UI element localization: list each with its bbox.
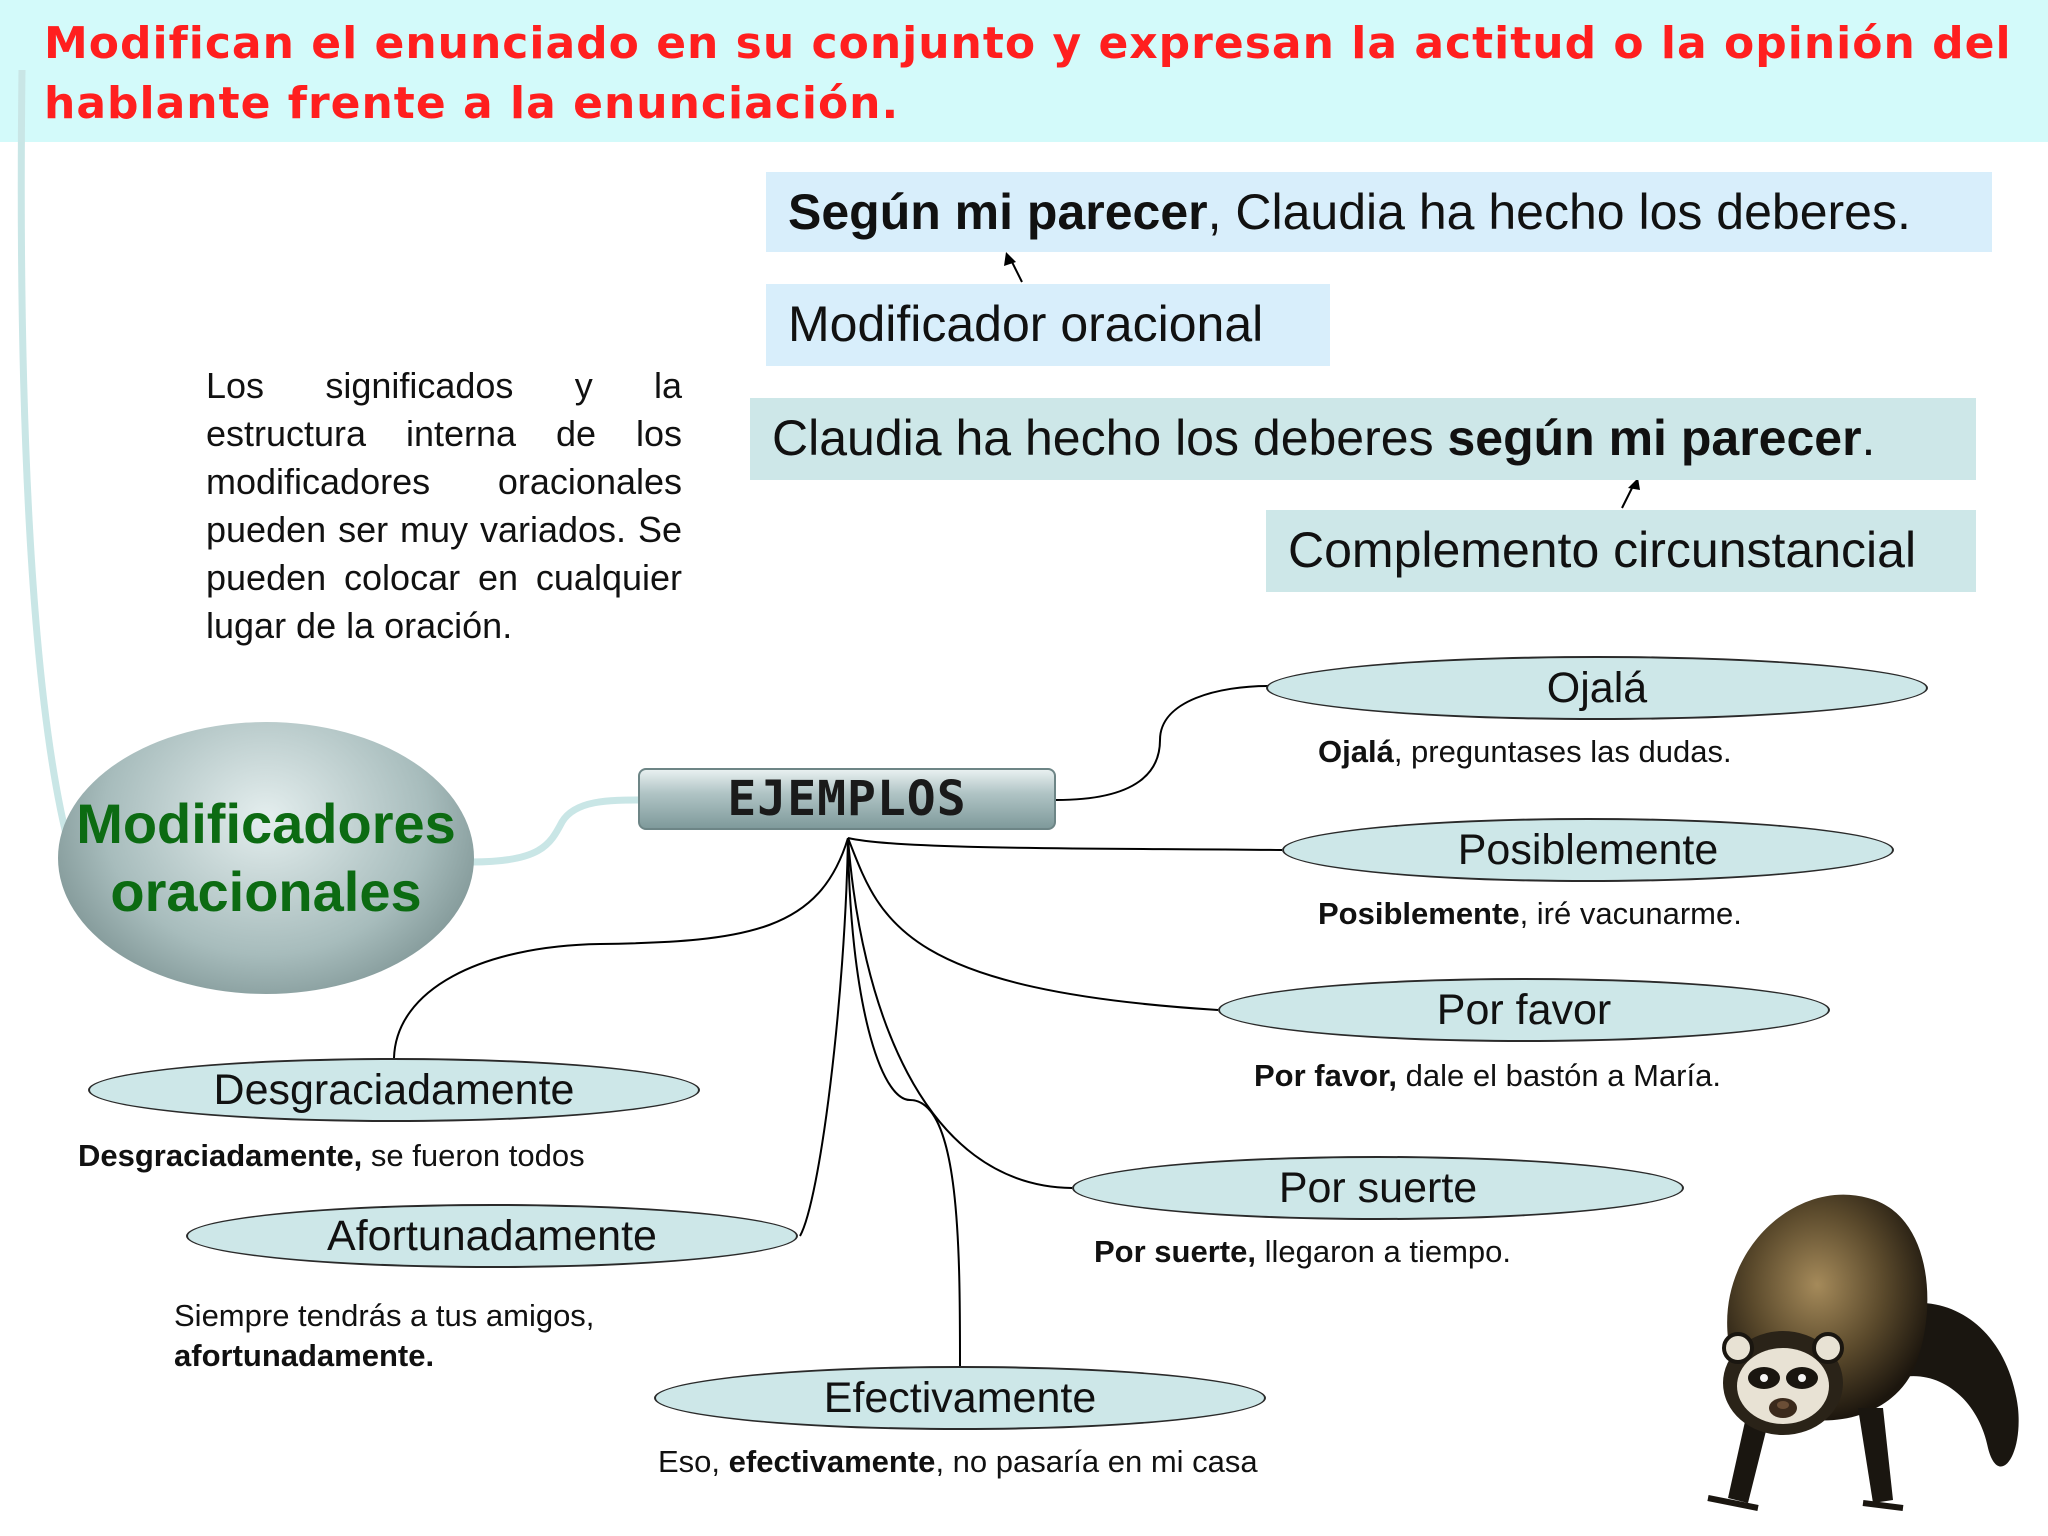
arrow-modificador-head: [1004, 252, 1016, 266]
example-sentence-1: [766, 172, 1992, 252]
description-paragraph: Los significados y la estructura interna de los modificadores oracionales pueden ser muy variados. Se pueden colocar en cualquier lugar de la oración.: [206, 365, 682, 646]
example-ojala-rest: , preguntases las dudas.: [1393, 734, 1732, 769]
example-afortunadamente: [174, 1296, 594, 1376]
example1-rest: , Claudia ha hecho los deberes.: [1207, 184, 1911, 240]
example-ojala-bold: Ojalá: [1318, 734, 1394, 769]
main-topic-title: [58, 790, 474, 926]
node-posiblemente: Posiblemente: [1282, 818, 1894, 882]
node-por-suerte: Por suerte: [1072, 1156, 1684, 1220]
example-desgraciadamente: [78, 1136, 585, 1176]
node-afortunadamente: Afortunadamente: [186, 1204, 798, 1268]
ferret-illustration: [1688, 1158, 2028, 1526]
branch-por-suerte: [848, 838, 1072, 1188]
branch-posiblemente: [848, 838, 1282, 850]
example-por-suerte: [1094, 1232, 1511, 1272]
example-sentence-2: [750, 398, 1976, 480]
branch-por-favor: [848, 838, 1218, 1010]
example-por-favor-rest: dale el bastón a María.: [1397, 1058, 1721, 1093]
main-title-line-1: Modificadores: [76, 792, 456, 855]
branch-afortunadamente: [800, 838, 848, 1236]
example-afortunadamente-line-1: Siempre tendrás a tus amigos,: [174, 1298, 595, 1333]
label-complemento-circunstancial: Complemento circunstancial: [1266, 510, 1976, 592]
example-posiblemente: [1318, 894, 1742, 934]
example1-bold-phrase: Según mi parecer: [788, 184, 1208, 240]
left-curve-connector: [21, 70, 70, 850]
example2-end: .: [1861, 410, 1876, 466]
example-por-suerte-rest: llegaron a tiempo.: [1255, 1234, 1511, 1269]
node-ojala: Ojalá: [1266, 656, 1928, 720]
example-efectivamente-rest: , no pasaría en mi casa: [935, 1444, 1258, 1479]
example-desgraciadamente-bold: Desgraciadamente,: [78, 1138, 363, 1173]
example-efectivamente: [658, 1442, 1258, 1482]
example-por-favor: [1254, 1056, 1721, 1096]
example-efectivamente-pre: Eso,: [658, 1444, 729, 1479]
example-afortunadamente-bold: afortunadamente.: [174, 1338, 435, 1373]
label-modificador-oracional: Modificador oracional: [766, 284, 1330, 366]
example-por-suerte-bold: Por suerte,: [1094, 1234, 1256, 1269]
example-posiblemente-rest: , iré vacunarme.: [1519, 896, 1742, 931]
example2-bold-phrase: según mi parecer: [1447, 410, 1862, 466]
example-efectivamente-bold: efectivamente: [728, 1444, 936, 1479]
node-por-favor: Por favor: [1218, 978, 1830, 1042]
example2-start: Claudia ha hecho los deberes: [772, 410, 1448, 466]
main-title-line-2: oracionales: [110, 860, 422, 923]
example-posiblemente-bold: Posiblemente: [1318, 896, 1520, 931]
example-desgraciadamente-rest: se fueron todos: [362, 1138, 585, 1173]
main-to-ejemplos-connector: [472, 800, 640, 862]
ejemplos-box: EJEMPLOS: [638, 768, 1056, 830]
example-ojala: [1318, 732, 1732, 772]
node-desgraciadamente: Desgraciadamente: [88, 1058, 700, 1122]
branch-efectivamente: [848, 838, 960, 1366]
banner-text: Modifican el enunciado en su conjunto y expresan la actitud o la opinión del hablante frente a la enunciación.: [44, 18, 2012, 129]
example-por-favor-bold: Por favor,: [1254, 1058, 1397, 1093]
node-efectivamente: Efectivamente: [654, 1366, 1266, 1430]
branch-ojala: [1056, 686, 1268, 800]
